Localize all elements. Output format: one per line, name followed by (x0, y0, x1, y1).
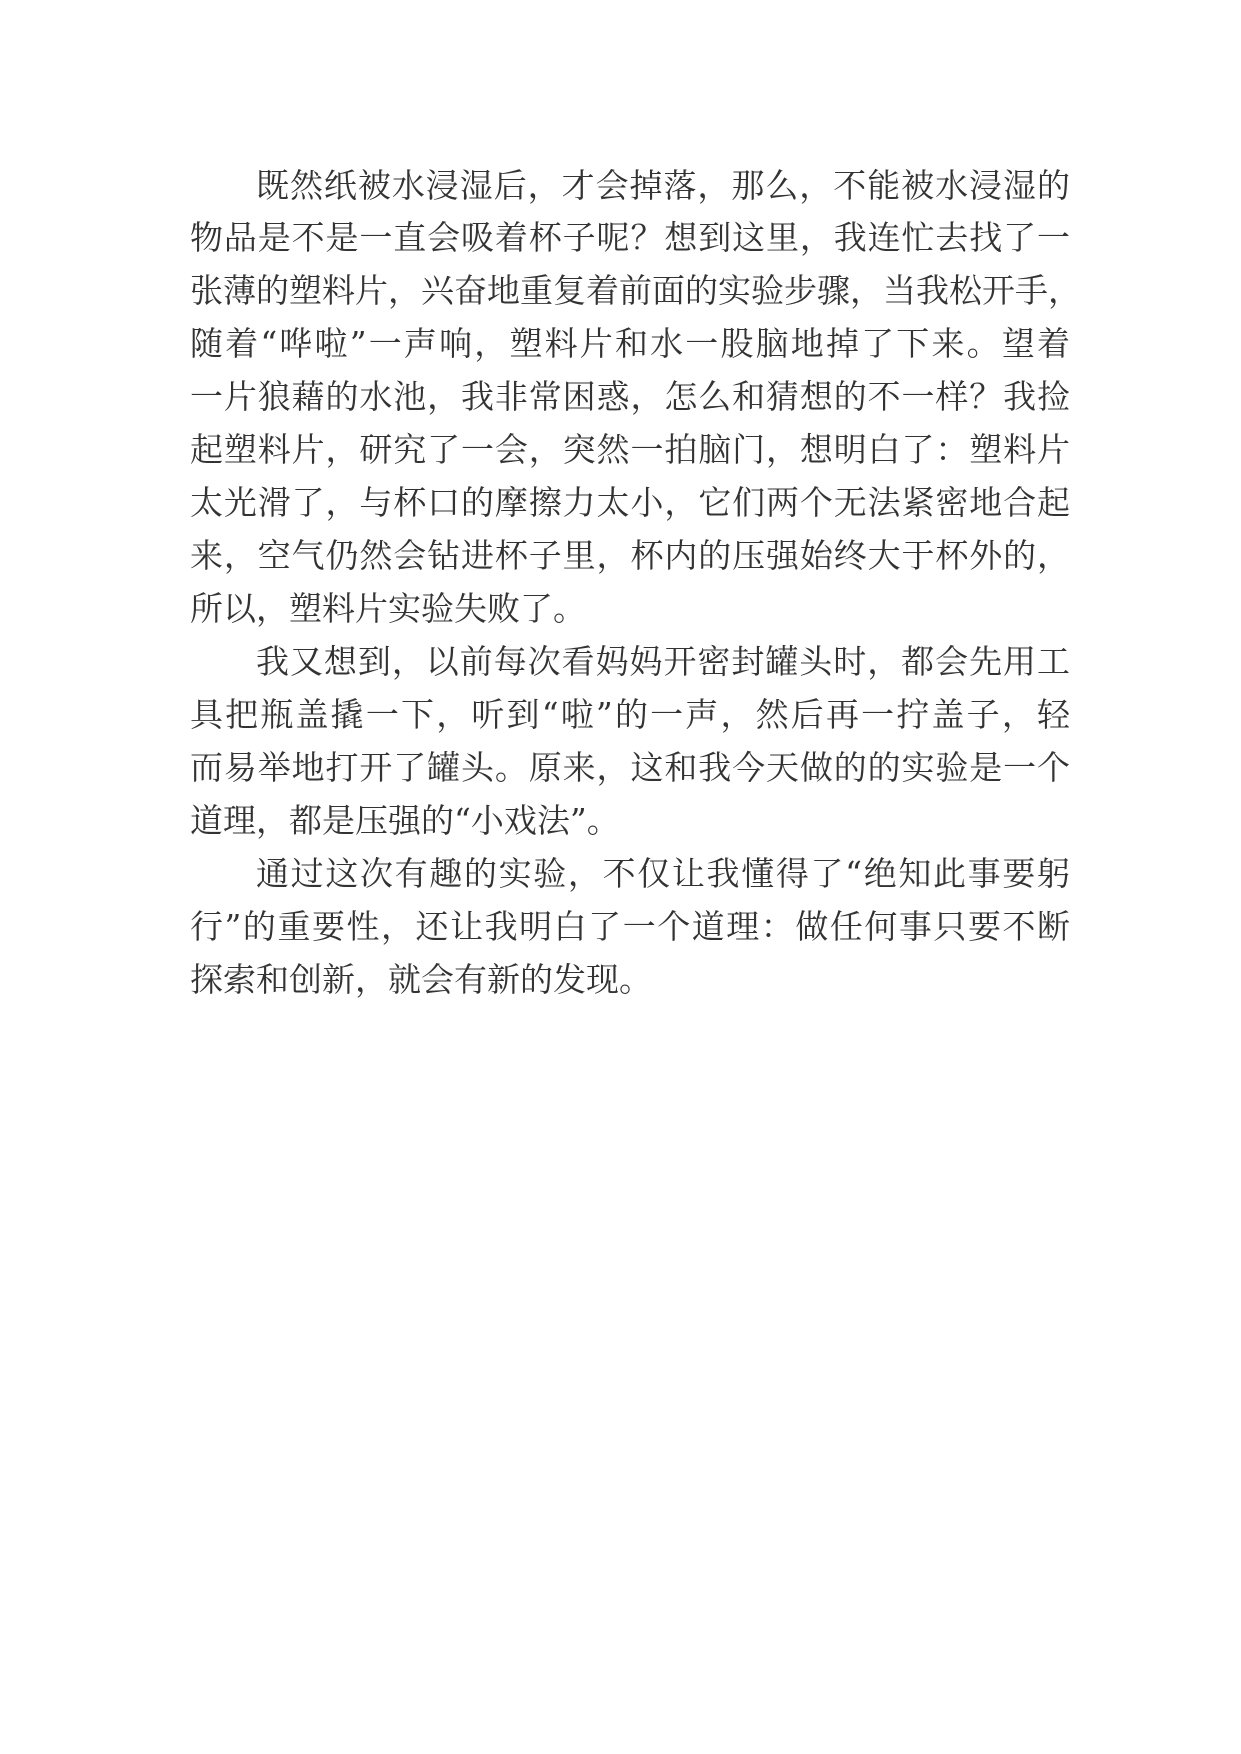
paragraph-2-line-2: 具把瓶盖撬一下，听到“啦”的一声，然后再一拧盖子，轻 (190, 695, 1070, 734)
paragraph-1-line-1: 既然纸被水浸湿后，才会掉落，那么，不能被水浸湿的 (256, 166, 1070, 205)
paragraph-2-line-4: 道理，都是压强的“小戏法”。 (190, 801, 620, 840)
paragraph-2-line-3: 而易举地打开了罐头。原来，这和我今天做的的实验是一个 (190, 748, 1070, 787)
paragraph-1-line-2: 物品是不是一直会吸着杯子呢？想到这里，我连忙去找了一 (190, 218, 1070, 257)
paragraph-3-line-1: 通过这次有趣的实验，不仅让我懂得了“绝知此事要躬 (256, 854, 1070, 893)
paragraph-1-line-4: 随着“哗啦”一声响，塑料片和水一股脑地掉了下来。望着 (190, 324, 1070, 363)
paragraph-3-line-2: 行”的重要性，还让我明白了一个道理：做任何事只要不断 (190, 907, 1070, 946)
paragraph-1-line-5: 一片狼藉的水池，我非常困惑，怎么和猜想的不一样？我捡 (190, 377, 1070, 416)
paragraph-1-line-8: 来，空气仍然会钻进杯子里，杯内的压强始终大于杯外的， (190, 536, 1070, 575)
paragraph-1-line-7: 太光滑了，与杯口的摩擦力太小，它们两个无法紧密地合起 (190, 483, 1070, 522)
paragraph-1-line-9: 所以，塑料片实验失败了。 (190, 589, 586, 628)
paragraph-2-line-1: 我又想到，以前每次看妈妈开密封罐头时，都会先用工 (256, 642, 1070, 681)
paragraph-1-line-6: 起塑料片，研究了一会，突然一拍脑门，想明白了：塑料片 (190, 430, 1070, 469)
paragraph-1-line-3: 张薄的塑料片，兴奋地重复着前面的实验步骤，当我松开手， (190, 271, 1081, 310)
paragraph-3-line-3: 探索和创新，就会有新的发现。 (190, 960, 652, 999)
